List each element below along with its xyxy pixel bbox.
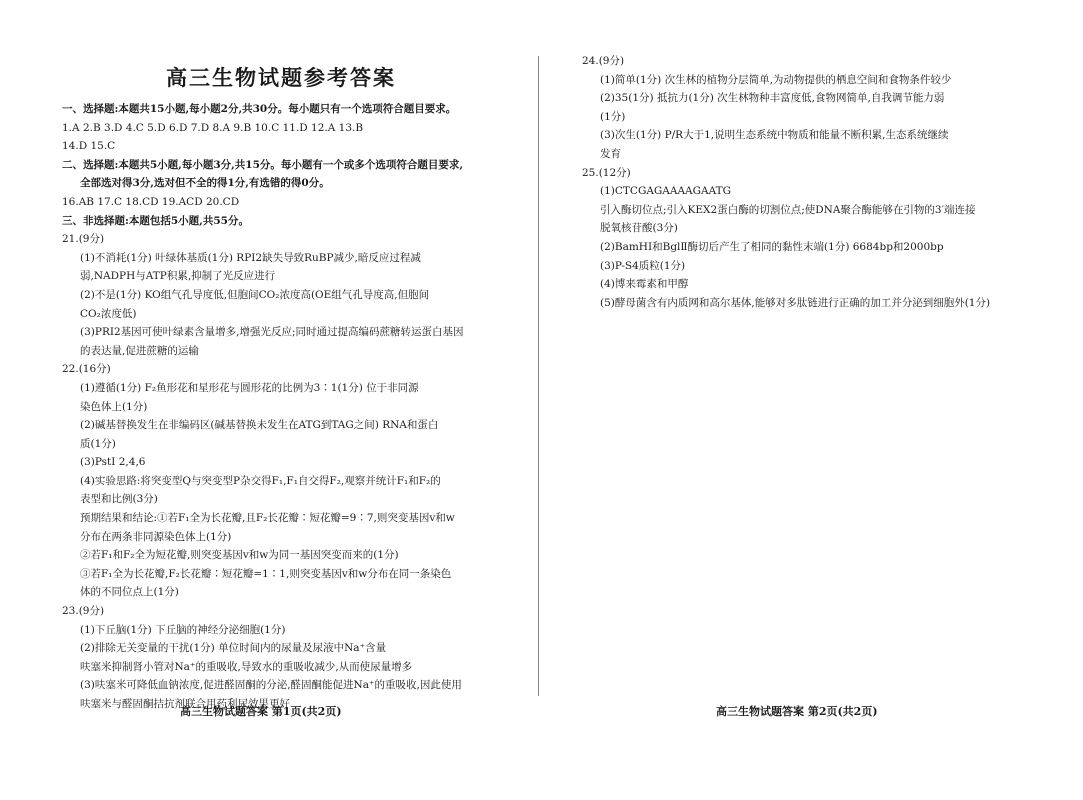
answer-line: 全部选对得3分,选对但不全的得1分,有选错的得0分。 bbox=[80, 177, 330, 190]
answer-line: 发育 bbox=[600, 147, 621, 160]
answer-line: (5)酵母菌含有内质网和高尔基体,能够对多肽链进行正确的加工并分泌到细胞外(1分) bbox=[600, 296, 991, 309]
answer-line: 呋塞米与醛固酮拮抗剂联合用药利尿效果更好 bbox=[80, 698, 290, 710]
answer-line: 脱氧核苷酸(3分) bbox=[600, 222, 678, 235]
answer-line: 引入酶切位点;引入KEX2蛋白酶的切割位点;使DNA聚合酶能够在引物的3′端连接 bbox=[600, 203, 976, 216]
page-2-footer: 高三生物试题答案 第2页(共2页) bbox=[716, 705, 878, 718]
page-1-body bbox=[62, 100, 500, 714]
answer-line: 二、选择题:本题共5小题,每小题3分,共15分。每小题有一个或多个选项符合题目要求, bbox=[62, 158, 464, 171]
page-1-footer: 高三生物试题答案 第1页(共2页) bbox=[180, 705, 342, 718]
page-divider bbox=[538, 56, 539, 696]
answer-line: 染色体上(1分) bbox=[80, 400, 148, 413]
answer-line: 16.AB 17.C 18.CD 19.ACD 20.CD bbox=[62, 195, 240, 208]
answer-line: (3)P-S4质粒(1分) bbox=[600, 259, 686, 272]
answer-line: (1)CTCGAGAAAAGAATG bbox=[600, 185, 732, 198]
answer-line: (3)次生(1分) P/R大于1,说明生态系统中物质和能量不断积累,生态系统继续 bbox=[600, 129, 949, 142]
page-2-body bbox=[582, 52, 1022, 312]
answer-line: (1)下丘脑(1分) 下丘脑的神经分泌细胞(1分) bbox=[80, 623, 286, 636]
answer-line: ③若F₁全为长花瓣,F₂长花瓣∶短花瓣=1∶1,则突变基因v和w分布在同一条染色 bbox=[80, 567, 452, 580]
answer-line: 一、选择题:本题共15小题,每小题2分,共30分。每小题只有一个选项符合题目要求。 bbox=[62, 103, 457, 115]
answer-line: 分布在两条非同源染色体上(1分) bbox=[80, 530, 232, 543]
answer-line: (2)排除无关变量的干扰(1分) 单位时间内的尿量及尿液中Na⁺含量 bbox=[80, 642, 387, 655]
answer-line: 表型和比例(3分) bbox=[80, 493, 158, 506]
answer-line: 体的不同位点上(1分) bbox=[80, 586, 179, 599]
answer-line: (3)呋塞米可降低血钠浓度,促进醛固酮的分泌,醛固酮能促进Na⁺的重吸收,因此使用 bbox=[80, 679, 462, 692]
answer-line: (4)博来霉素和甲醇 bbox=[600, 278, 689, 291]
answer-line: (3)PRI2基因可使叶绿素含量增多,增强光反应;同时通过提高编码蔗糖转运蛋白基因 bbox=[80, 326, 464, 339]
answer-line: 预期结果和结论:①若F₁全为长花瓣,且F₂长花瓣∶短花瓣=9∶7,则突变基因v和w bbox=[80, 512, 455, 525]
answer-line: (1)不消耗(1分) 叶绿体基质(1分) RPI2缺失导致RuBP减少,暗反应过程减 bbox=[80, 251, 421, 264]
page-2 bbox=[582, 52, 1022, 312]
answer-line: (2)35(1分) 抵抗力(1分) 次生林物种丰富度低,食物网简单,自我调节能力弱 bbox=[600, 92, 945, 105]
answer-line: 的表达量,促进蔗糖的运输 bbox=[80, 344, 199, 357]
answer-line: 23.(9分) bbox=[62, 605, 105, 618]
answer-line: 14.D 15.C bbox=[62, 140, 116, 153]
answer-line: 呋塞米抑制肾小管对Na⁺的重吸收,导致水的重吸收减少,从而使尿量增多 bbox=[80, 660, 413, 673]
answer-line: 弱,NADPH与ATP积累,抑制了光反应进行 bbox=[80, 270, 276, 283]
answer-line: 22.(16分) bbox=[62, 363, 111, 376]
answer-line: (2)碱基替换发生在非编码区(碱基替换未发生在ATG到TAG之间) RNA和蛋白 bbox=[80, 419, 439, 432]
answer-line: (2)不是(1分) KO组气孔导度低,但胞间CO₂浓度高(OE组气孔导度高,但胞间 bbox=[80, 288, 430, 301]
answer-line: 24.(9分) bbox=[582, 55, 625, 67]
answer-line: (4)实验思路:将突变型Q与突变型P杂交得F₁,F₁自交得F₂,观察并统计F₁和F₂的 bbox=[80, 474, 441, 487]
answer-line: (1)遵循(1分) F₂鱼形花和星形花与圆形花的比例为3∶1(1分) 位于非同源 bbox=[80, 381, 419, 394]
answer-line: (1)简单(1分) 次生林的植物分层简单,为动物提供的栖息空间和食物条件较少 bbox=[600, 73, 952, 86]
document-title: 高三生物试题参考答案 bbox=[166, 65, 396, 90]
answer-line: 三、非选择题:本题包括5小题,共55分。 bbox=[62, 214, 249, 227]
page-1 bbox=[62, 52, 500, 714]
answer-line: 1.A 2.B 3.D 4.C 5.D 6.D 7.D 8.A 9.B 10.C 11.D 12.A 13.B bbox=[62, 121, 364, 134]
answer-line: 质(1分) bbox=[80, 437, 116, 450]
answer-line: (2)BamHⅠ和BglⅡ酶切后产生了相同的黏性末端(1分) 6684bp和2000bp bbox=[600, 240, 944, 253]
answer-line: (3)PstⅠ 2,4,6 bbox=[80, 456, 146, 469]
answer-line: (1分) bbox=[600, 110, 626, 123]
answer-line: CO₂浓度低) bbox=[80, 307, 137, 320]
answer-line: 21.(9分) bbox=[62, 233, 105, 246]
answer-line: ②若F₁和F₂全为短花瓣,则突变基因v和w为同一基因突变而来的(1分) bbox=[80, 549, 399, 562]
answer-line: 25.(12分) bbox=[582, 166, 631, 179]
